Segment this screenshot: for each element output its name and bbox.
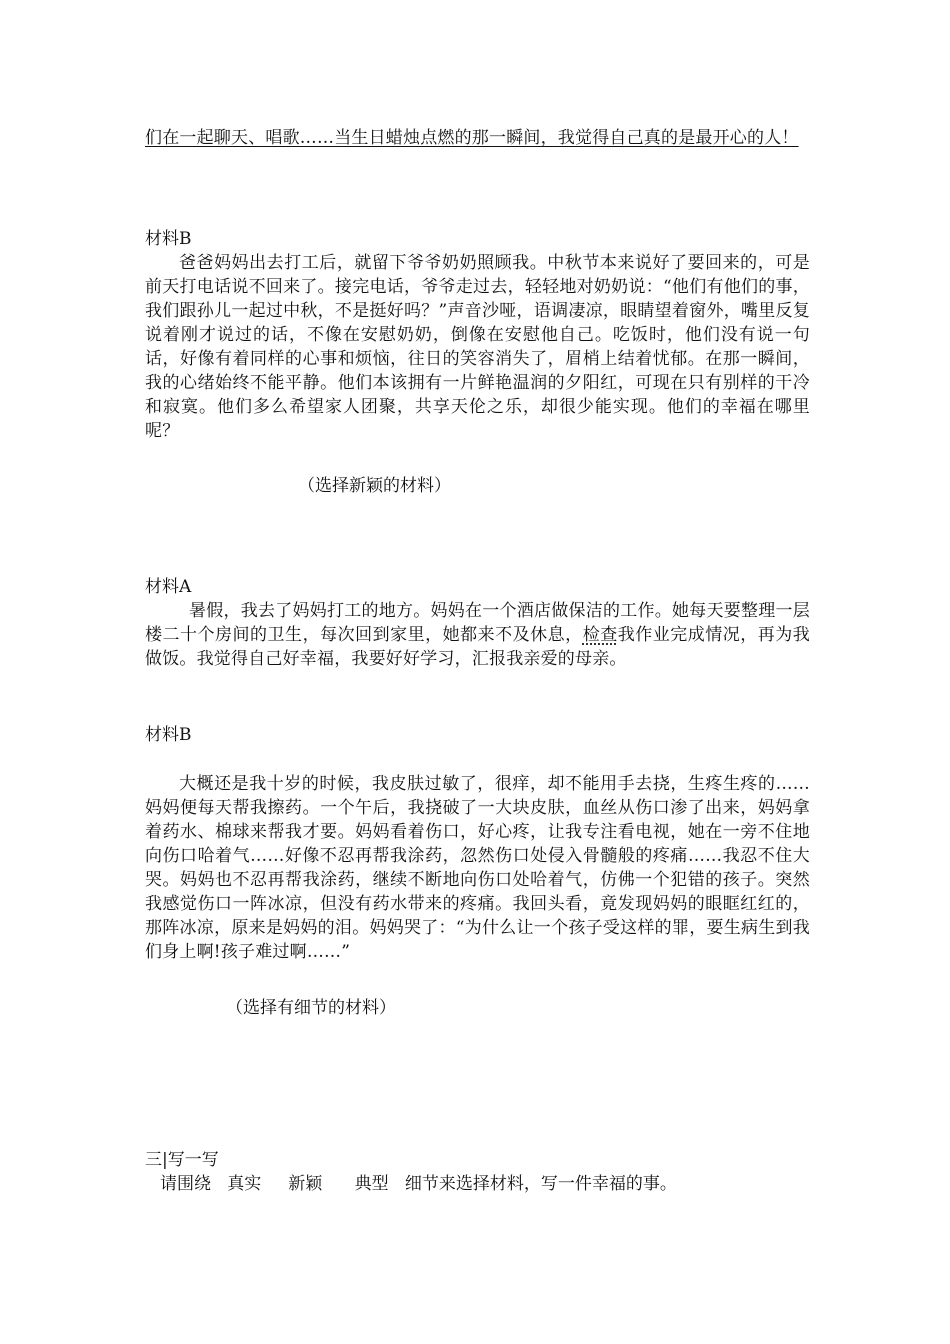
material-a-text-before: 暑假，我去了妈妈打工的地方。妈妈在一个酒店做保洁的工作。她每天要整理一层楼二十个房间的卫生，每次回到家里，她都来不及休息， [145,601,810,645]
section1-material-b-text: 爸爸妈妈出去打工后，就留下爷爷奶奶照顾我。中秋节本来说好了要回来的，可是前天打电话说不回来了。接完电话，爷爷走过去，轻轻地对奶奶说：“他们有他们的事，我们跟孙儿一起过中秋，不是挺好吗？”声音沙哑，语调凄凉，眼睛望着窗外，嘴里反复说着刚才说过的话，不像在安慰奶奶，倒像在安慰他自己。吃饭时，他们没有说一句话，好像有着同样的心事和烦恼，往日的笑容消失了，眉梢上结着忧郁。在那一瞬间，我的心绪始终不能平静。他们本该拥有一片鲜艳温润的夕阳红，可现在只有别样的干冷和寂寞。他们多么希望家人团聚，共享天伦之乐，却很少能实现。他们的幸福在哪里呢？ [145,253,810,441]
top-paragraph: 们在一起聊天、唱歌……当生日蜡烛点燃的那一瞬间，我觉得自己真的是最开心的人！ [145,128,799,148]
section3-instruction: 请围绕 真实 新颖 典型 细节来选择材料，写一件幸福的事。 [160,1174,677,1194]
section2-material-a-heading: 材料A [145,577,192,597]
section2-material-a-text [145,599,810,671]
section2-note: （选择有细节的材料） [226,998,396,1018]
section1-note: （选择新颖的材料） [298,476,451,496]
section2-material-b-heading: 材料B [145,725,192,745]
material-a-text-dotted: 检查 [582,625,618,645]
section2-material-b-text: 大概还是我十岁的时候，我皮肤过敏了，很痒，却不能用手去挠，生疼生疼的……妈妈便每天帮我擦药。一个午后，我挠破了一大块皮肤，血丝从伤口渗了出来，妈妈拿着药水、棉球来帮我才要。妈妈看着伤口，好心疼，让我专注看电视，她在一旁不住地向伤口哈着气……好像不忍再帮我涂药，忽然伤口处侵入骨髓般的疼痛……我忍不住大哭。妈妈也不忍再帮我涂药，继续不断地向伤口处哈着气，仿佛一个犯错的孩子。突然我感觉伤口一阵冰凉，但没有药水带来的疼痛。我回头看，竟发现妈妈的眼眶红红的，那阵冰凉，原来是妈妈的泪。妈妈哭了：“为什么让一个孩子受这样的罪，要生病生到我们身上啊!孩子难过啊……” [145,774,810,962]
section1-material-b-heading: 材料B [145,229,192,249]
material-a-text-after: 我作业完成情况，再为我做饭。我觉得自己好幸福，我要好好学习，汇报我亲爱的母亲。 [145,625,810,669]
section3-heading: 三|写一写 [145,1150,219,1170]
